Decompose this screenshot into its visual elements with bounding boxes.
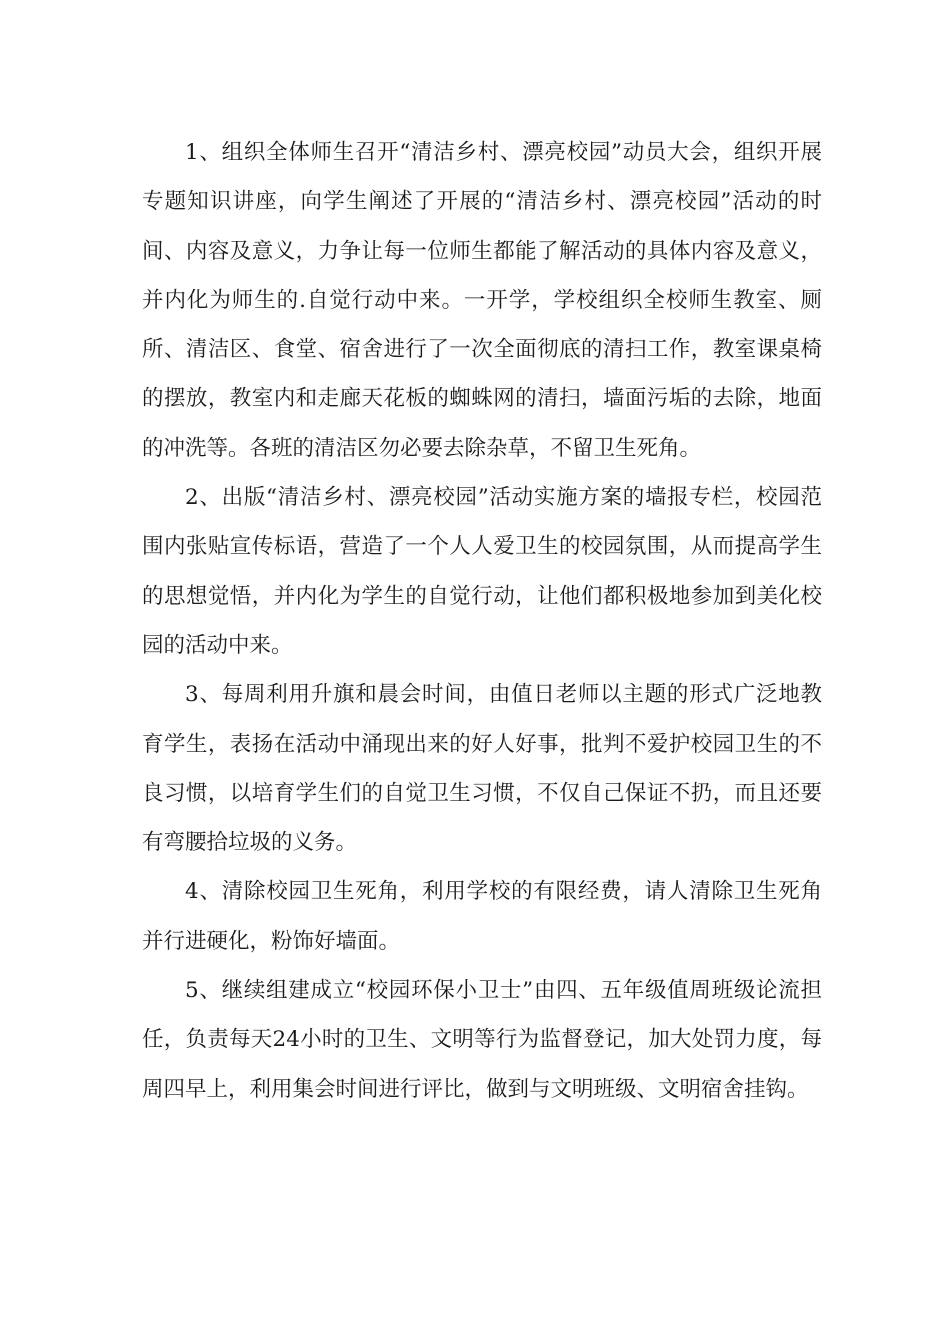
paragraph-5: 5、继续组建成立“校园环保小卫士”由四、五年级值周班级论流担任，负责每天24小时的卫生、文明等行为监督登记，加大处罚力度，每周四早上，利用集会时间进行评比，做到与文明班级、文明宿舍挂钩。 [142, 978, 822, 1102]
paragraph-3: 3、每周利用升旗和晨会时间，由值日老师以主题的形式广泛地教育学生，表扬在活动中涌现出来的好人好事，批判不爱护校园卫生的不良习惯，以培育学生们的自觉卫生习惯，不仅自己保证不扔，而且还要有弯腰拾垃圾的义务。 [142, 682, 822, 856]
paragraph-2: 2、出版“清洁乡村、漂亮校园”活动实施方案的墙报专栏，校园范围内张贴宣传标语，营造了一个人人爱卫生的校园氛围，从而提高学生的思想觉悟，并内化为学生的自觉行动，让他们都积极地参加到美化校园的活动中来。 [142, 485, 822, 658]
document-body [142, 128, 822, 1114]
paragraph-1: 1、组织全体师生召开“清洁乡村、漂亮校园”动员大会，组织开展专题知识讲座，向学生阐述了开展的“清洁乡村、漂亮校园”活动的时间、内容及意义，力争让每一位师生都能了解活动的具体内容及意义，并内化为师生的.自觉行动中来。一开学，学校组织全校师生教室、厕所、清洁区、食堂、宿舍进行了一次全面彻底的清扫工作，教室课桌椅的摆放，教室内和走廊天花板的蜘蛛网的清扫，墙面污垢的去除，地面的冲洗等。各班的清洁区勿必要去除杂草，不留卫生死角。 [142, 140, 822, 461]
paragraph-4: 4、清除校园卫生死角，利用学校的有限经费，请人清除卫生死角并行进硬化，粉饰好墙面。 [142, 879, 822, 954]
